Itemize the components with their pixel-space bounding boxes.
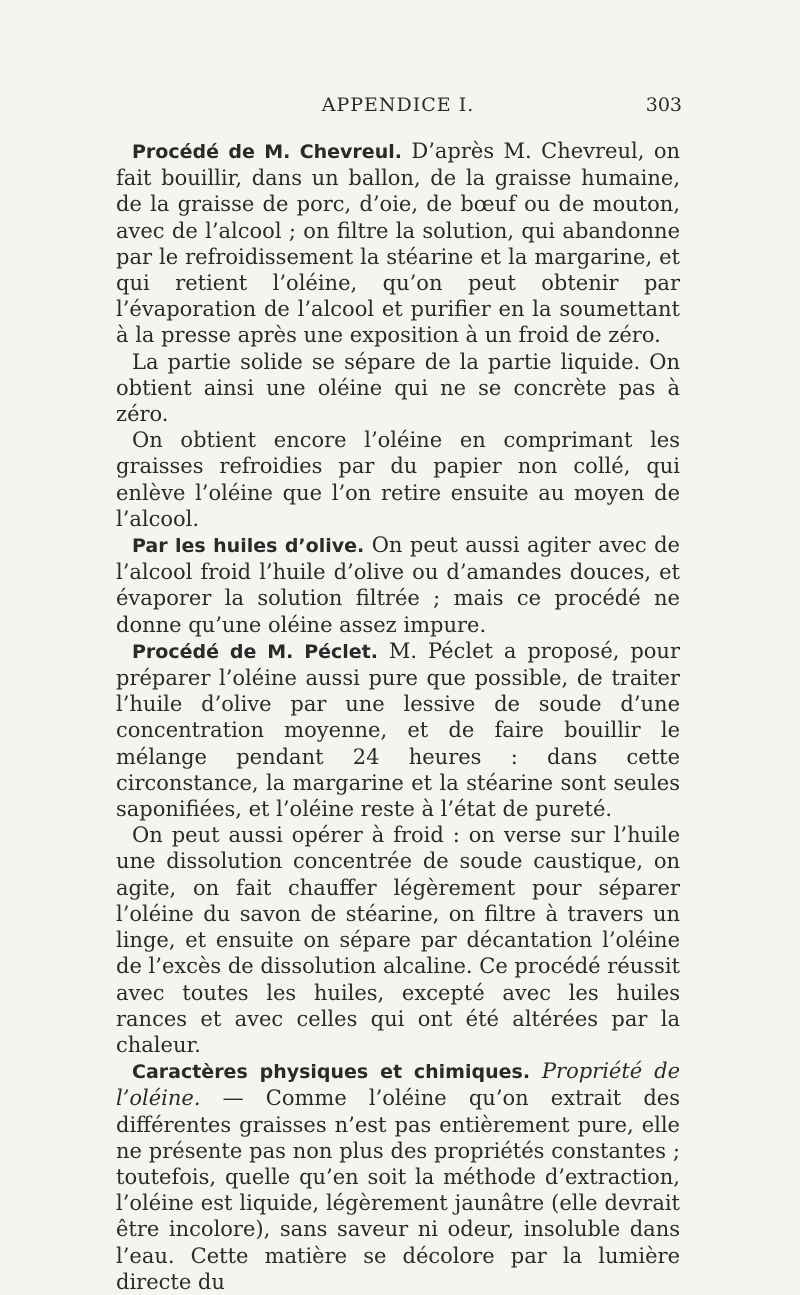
run-in-heading: Par les huiles d’olive. xyxy=(132,535,365,558)
paragraph-text: On obtient encore l’oléine en comprimant les graisses refroidies par du papier non collé, qui enlève l’oléine que l’on retire ensuite au moyen de l’alcool. xyxy=(116,428,680,531)
paragraph-solid-part xyxy=(116,349,680,428)
paragraph-pressing xyxy=(116,427,680,532)
run-in-heading: Caractères physiques et chimiques. xyxy=(132,1061,531,1084)
paragraph-text: — Comme l’oléine qu’on extrait des différentes graisses n’est pas entièrement pure, elle ne présente pas non plus des propriétés constantes ; toutefois, quelle qu’en soit la méthode d’extraction, l’oléine est liquide, légèrement jaunâtre (elle devrait être incolore), sans saveur ni odeur, insoluble dans l’eau. Cette matière se décolore par la lumière directe du xyxy=(116,1086,680,1294)
paragraph-characteristics xyxy=(116,1058,680,1295)
paragraph-peclet xyxy=(116,638,680,822)
paragraph-chevreul xyxy=(116,138,680,349)
running-header xyxy=(116,94,680,124)
paragraph-cold-process xyxy=(116,822,680,1058)
paragraph-text: D’après M. Chevreul, on fait bouillir, dans un ballon, de la graisse humaine, de la graisse de porc, d’oie, de bœuf ou de mouton, avec de l’alcool ; on filtre la solution, qui abandonne par le refroidissement la stéarine et la margarine, et qui retient l’oléine, qu’on peut obtenir par l’évaporation de l’alcool et purifier en la soumettant à la presse après une exposition à un froid de zéro. xyxy=(116,139,680,348)
paragraph-text: M. Péclet a proposé, pour préparer l’oléine aussi pure que possible, de traiter l’huile d’olive par une lessive de soude d’une concentration moyenne, et de faire bouillir le mélange pendant 24 heures : dans cette circonstance, la margarine et la stéarine sont seules saponifiées, et l’oléine reste à l’état de pureté. xyxy=(116,638,680,822)
paragraph-olive-oils xyxy=(116,532,680,638)
run-in-heading: Procédé de M. Péclet. xyxy=(132,640,378,663)
paragraph-text: On peut aussi opérer à froid : on verse sur l’huile une dissolution concentrée de soude caustique, on agite, on fait chauffer légèrement pour séparer l’oléine du savon de stéarine, on filtre à travers un linge, et ensuite on sépare par décantation l’oléine de l’excès de dissolution alcaline. Ce procédé réussit avec toutes les huiles, excepté avec les huiles rances et avec celles qui ont été altérées par la chaleur. xyxy=(116,823,680,1057)
italic-subheading: Propriété de l’oléine. xyxy=(116,1059,680,1111)
run-in-heading: Procédé de M. Chevreul. xyxy=(132,141,402,163)
paragraph-text: La partie solide se sépare de la partie liquide. On obtient ainsi une oléine qui ne se concrète pas à zéro. xyxy=(116,349,680,427)
header-title: APPENDICE I. xyxy=(321,94,475,116)
paragraph-text: On peut aussi agiter avec de l’alcool froid l’huile d’olive ou d’amandes douces, et évaporer la solution filtrée ; mais ce procédé ne donne qu’une oléine assez impure. xyxy=(116,533,680,637)
page-number: 303 xyxy=(645,94,682,116)
body-text xyxy=(116,138,680,1295)
